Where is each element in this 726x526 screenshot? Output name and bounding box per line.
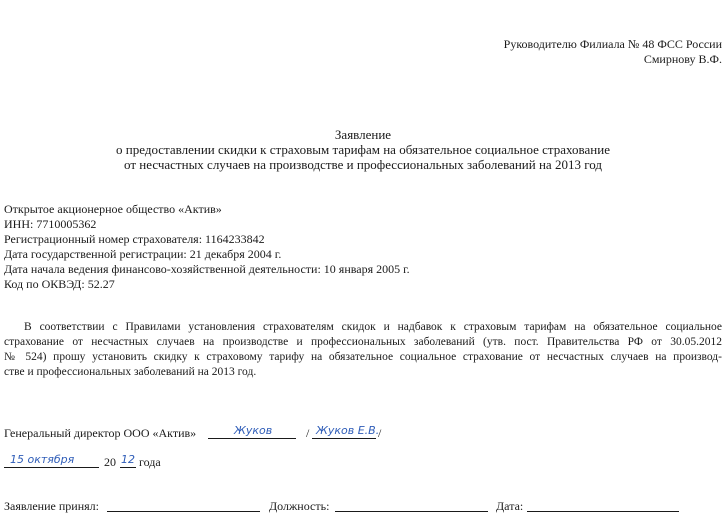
company-inn: ИНН: 7710005362 [4, 217, 97, 231]
footer-date-label: Дата: [496, 499, 524, 513]
footer-position-label: Должность: [269, 499, 330, 513]
date-day-month-line [4, 467, 99, 468]
signature-slash-close: / [378, 426, 382, 440]
body-line-4: стве и профессиональных заболеваний на 2013 год. [4, 366, 257, 378]
date-suffix: года [139, 455, 161, 469]
document-subtitle-line-1: о предоставлении скидки к страховым тарифам на обязательное социальное страхование [116, 142, 610, 157]
signature-label: Генеральный директор ООО «Актив» [4, 426, 197, 440]
company-reg-date: Дата государственной регистрации: 21 декабря 2004 г. [4, 247, 282, 261]
handwritten-signature: Жуков [234, 424, 273, 437]
company-okved: Код по ОКВЭД: 52.27 [4, 277, 115, 291]
signature-name-line [312, 438, 376, 439]
handwritten-day-month: 15 октября [10, 453, 75, 466]
document-heading: Заявление [334, 127, 392, 142]
handwritten-year: 12 [121, 453, 135, 466]
company-name: Открытое акционерное общество «Актив» [4, 202, 222, 216]
footer-accepted-label: Заявление принял: [4, 499, 99, 513]
footer-date-line [527, 511, 679, 512]
addressee-line-1: Руководителю Филиала № 48 ФСС России [503, 37, 722, 51]
document-subtitle-line-2: от несчастных случаев на производстве и профессиональных заболеваний на 2013 год [124, 157, 602, 172]
date-century: 20 [104, 455, 116, 469]
handwritten-name: Жуков Е.В. [316, 424, 380, 437]
company-reg-number: Регистрационный номер страхователя: 1164233842 [4, 232, 265, 246]
body-line-3: № 524) прошу установить скидку к страховому тарифу на обязательное социальное страхование от несчастных случаев на производ- [4, 351, 722, 363]
date-year-line [120, 467, 136, 468]
footer-accepted-line [107, 511, 260, 512]
signature-line [208, 438, 296, 439]
body-line-2: страхование от несчастных случаев на производстве и профессиональных заболеваний (утв. пост. Правительства РФ от 30.05.2012 [4, 336, 722, 348]
addressee-line-2: Смирнову В.Ф. [643, 52, 722, 66]
signature-slash-open: / [306, 426, 310, 440]
footer-position-line [335, 511, 488, 512]
body-line-1: В соответствии с Правилами установления страхователям скидок и надбавок к страховым тарифам на обязательное социальное [24, 321, 722, 333]
company-start-date: Дата начала ведения финансово-хозяйственной деятельности: 10 января 2005 г. [4, 262, 410, 276]
